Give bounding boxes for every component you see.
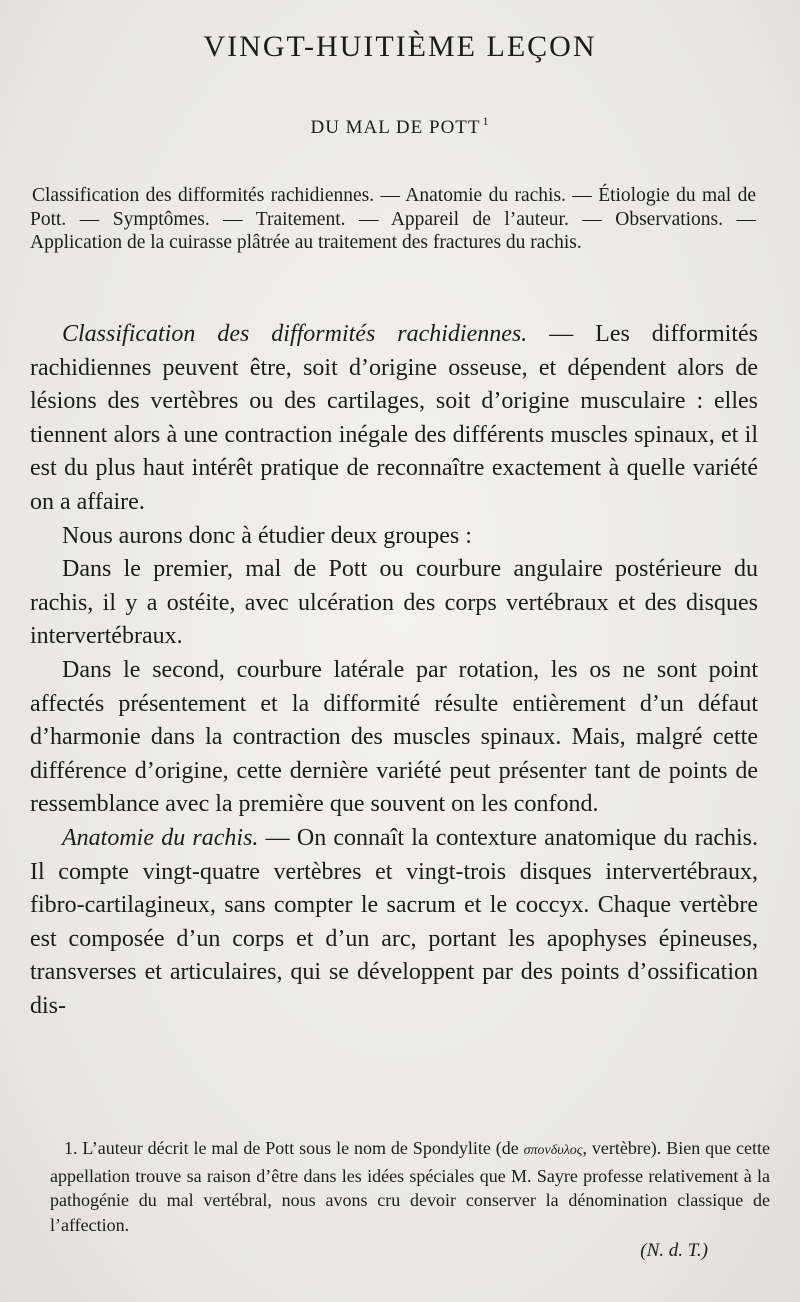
section-heading-anatomy: Anatomie du rachis. — [62, 824, 259, 851]
paragraph-groups: Nous aurons donc à étudier deux groupes : — [62, 522, 472, 549]
paragraph-text: — On connaît la contexture anatomique du rachis. Il compte vingt-quatre vertèbres et vingt-trois disques intervertébraux, fibro-cartilagineux, sans compter le sacrum et le coccyx. Chaque vertèbre est composée d’un corps et d’un arc, portant les apophyses épineuses, transverses et articulaires, qui se développent par des points d’ossification dis- — [30, 824, 759, 1019]
paragraph-second-group: Dans le second, courbure latérale par rotation, les os ne sont point affectés présentement et la difformité résulte entièrement d’un défaut d’harmonie dans la contraction des muscles spinaux. Mais, malgré cette différence d’origine, cette dernière variété peut présenter tant de points de ressemblance avec la première que souvent on les confond. — [30, 656, 758, 818]
main-text — [30, 318, 758, 1023]
paragraph-text: — Les difformités rachidiennes peuvent être, soit d’origine osseuse, et dépendent alors de lésions des vertèbres ou des cartilages, soit d’origine musculaire : elles tiennent alors à une contraction inégale des différents muscles spinaux, et il est du plus haut intérêt pratique de reconnaître exactement à quelle variété on a affaire. — [30, 321, 758, 515]
footnote-reference: 1 — [482, 114, 490, 128]
paragraph-classification — [30, 318, 758, 520]
paragraph-first-group: Dans le premier, mal de Pott ou courbure angulaire postérieure du rachis, il y a ostéite, avec ulcération des corps vertébraux et des disques intervertébraux. — [30, 556, 758, 650]
footnote-text-part: , vertèbre). Bien que cette appellation trouve sa raison d’être dans les idées spéciales que M. Sayre professe relativement à la pathogénie du mal vertébral, nous avons cru devoir conserver la dénomination classique de l’affection. — [50, 1138, 770, 1235]
paragraph-anatomy — [30, 822, 758, 1024]
chapter-subtitle-text: DU MAL DE POTT — [310, 117, 481, 138]
footnote-text-part: 1. L’auteur décrit le mal de Pott sous le nom de Spondylite (de — [64, 1138, 524, 1158]
translator-note-signature: (N. d. T.) — [640, 1240, 708, 1261]
section-heading-classification: Classification des difformités rachidiennes. — [62, 321, 528, 347]
footnote — [50, 1136, 770, 1237]
footnote-greek-word: σπονδυλος — [523, 1143, 583, 1158]
lesson-title: VINGT-HUITIÈME LEÇON — [203, 30, 597, 63]
footnote-text — [50, 1136, 770, 1237]
chapter-summary: Classification des difformités rachidiennes. — Anatomie du rachis. — Étiologie du mal de Pott. — Symptômes. — Traitement. — Appareil de l’auteur. — Observations. — Application de la cuirasse plâtrée au traitement des fractures du rachis. — [30, 185, 756, 253]
chapter-subtitle — [0, 114, 800, 139]
